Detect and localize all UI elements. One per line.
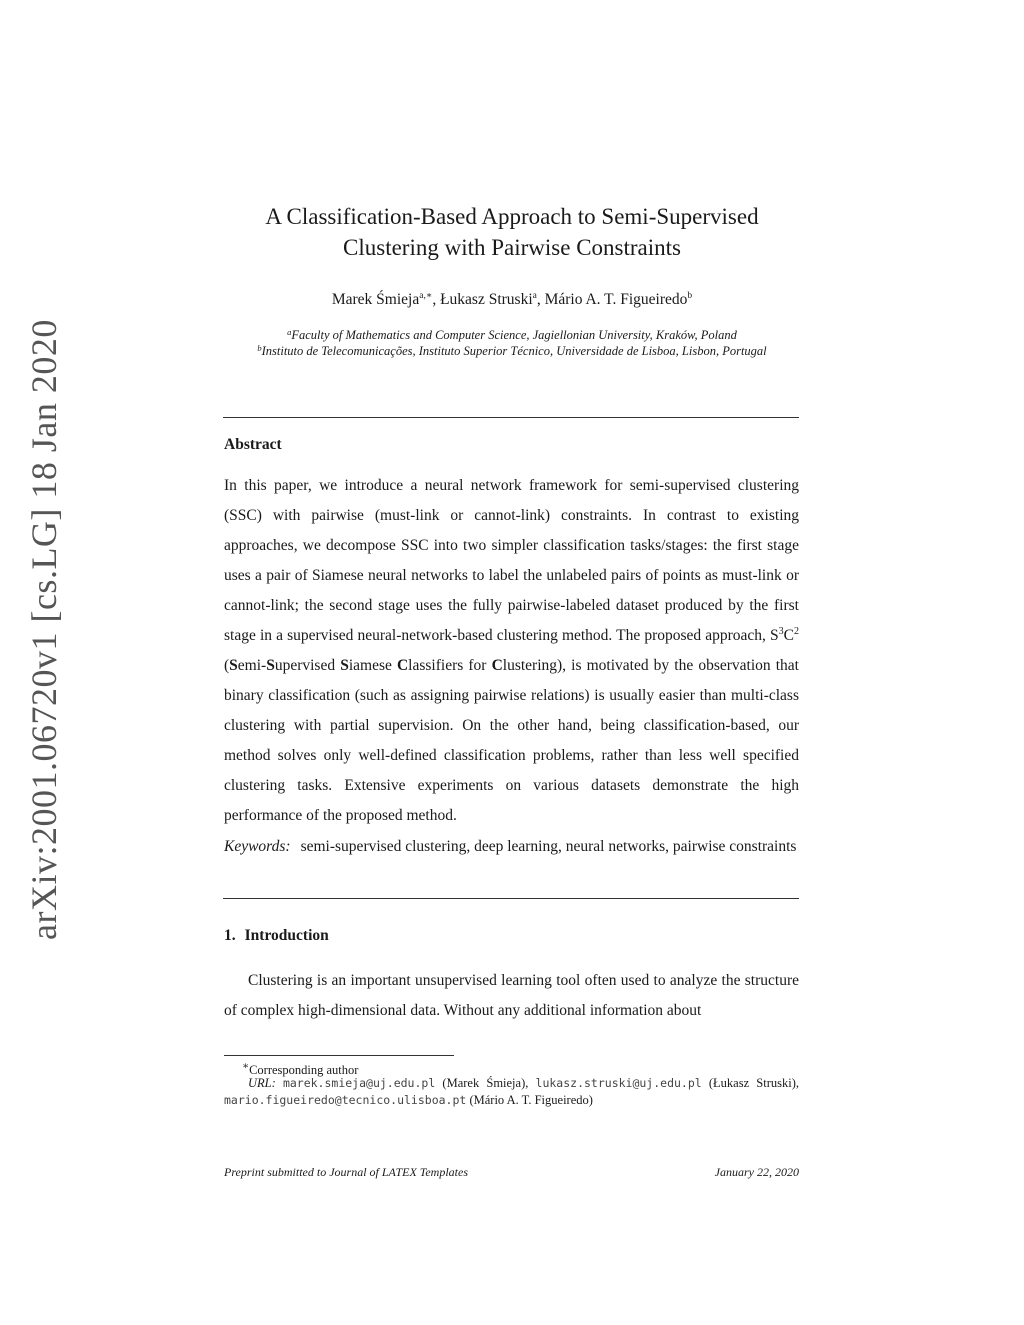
email-owner: (Marek Śmieja), xyxy=(435,1076,536,1090)
affiliation-mark: a xyxy=(287,327,292,337)
footnote-text: Corresponding author xyxy=(249,1063,359,1078)
author-list: Marek Śmieja$^{a,∗}$, Łukasz Struski$^a$, Mário A. T. Figueiredo$^b$ xyxy=(331,291,693,308)
footnote-marker: ∗ xyxy=(242,1061,250,1072)
affiliation-a xyxy=(200,327,824,343)
abstract-text-part-2: is motivated by the observation that binary classification (such as assigning pairwise relations) is usually easier than multi-class clustering with partial supervision. On the other hand, being classification-based, our method solves only well-defined classification problems, rather than less well specified clustering tasks. Extensive experiments on various datasets demonstrate the high performance of the proposed method. xyxy=(224,657,799,824)
footnote-rule xyxy=(224,1055,454,1056)
email-link[interactable]: lukasz.struski@uj.edu.pl xyxy=(535,1076,702,1090)
author-affiliation-mark: b xyxy=(687,291,693,301)
affiliation-b xyxy=(200,343,824,359)
author-affiliation-mark: a xyxy=(532,291,537,301)
title-line-2: Clustering with Pairwise Constraints xyxy=(343,235,681,260)
footnote-urls xyxy=(224,1075,799,1109)
keywords-text: semi-supervised clustering, deep learning, neural networks, pairwise constraints xyxy=(300,838,797,855)
email-owner: (Łukasz Struski), xyxy=(701,1076,799,1090)
introduction-paragraph: Clustering is an important unsupervised learning tool often used to analyze the structure of complex high-dimensional data. Without any additional information about xyxy=(224,972,799,1019)
section-number: 1. xyxy=(224,927,236,944)
affiliation-mark: b xyxy=(257,343,262,353)
url-label: URL: xyxy=(248,1076,276,1090)
title-line-1: A Classification-Based Approach to Semi-Supervised xyxy=(265,204,759,229)
abstract-heading: Abstract xyxy=(224,436,282,453)
keywords xyxy=(224,832,799,862)
affiliation-text: Faculty of Mathematics and Computer Science, Jagiellonian University, Kraków, Poland xyxy=(291,328,737,342)
keywords-label: Keywords: xyxy=(224,838,291,855)
method-name: $S^3C^2$ (Semi-Supervised Siamese Classifiers for Clustering), xyxy=(224,626,799,674)
author-name: Mário A. T. Figueiredo xyxy=(544,291,688,308)
section-title: Introduction xyxy=(244,927,329,944)
email-link[interactable]: mario.figueiredo@tecnico.ulisboa.pt xyxy=(224,1093,467,1107)
author-name: Łukasz Struski xyxy=(440,291,533,308)
email-owner: (Mário A. T. Figueiredo) xyxy=(466,1093,593,1107)
footer-date: January 22, 2020 xyxy=(714,1165,799,1179)
author-name: Marek Śmieja xyxy=(331,291,420,308)
arxiv-identifier-stamp: arXiv:2001.06720v1 [cs.LG] 18 Jan 2020 xyxy=(24,319,64,940)
section-heading-introduction xyxy=(224,925,329,947)
affiliation-text: Instituto de Telecomunicações, Instituto Superior Técnico, Universidade de Lisboa, Lisbon, Portugal xyxy=(261,344,767,358)
author-affiliation-mark: a,∗ xyxy=(419,291,433,301)
abstract-top-rule xyxy=(223,417,799,418)
abstract-text xyxy=(224,471,799,831)
paper-title xyxy=(212,201,812,263)
abstract-text-part-1: In this paper, we introduce a neural network framework for semi-supervised clustering (SSC) with pairwise (must-link or cannot-link) constraints. In contrast to existing approaches, we decompose SSC into two simpler classification tasks/stages: the first stage uses a pair of Siamese neural networks to label the unlabeled pairs of points as must-link or cannot-link; the second stage uses the fully pairwise-labeled dataset produced by the first stage in a supervised neural-network-based clustering method. The proposed approach, xyxy=(224,477,799,644)
email-link[interactable]: marek.smieja@uj.edu.pl xyxy=(282,1076,436,1090)
footer-preprint-note: Preprint submitted to Journal of LATEX Templates xyxy=(224,1165,469,1179)
abstract-bottom-rule xyxy=(223,898,799,899)
